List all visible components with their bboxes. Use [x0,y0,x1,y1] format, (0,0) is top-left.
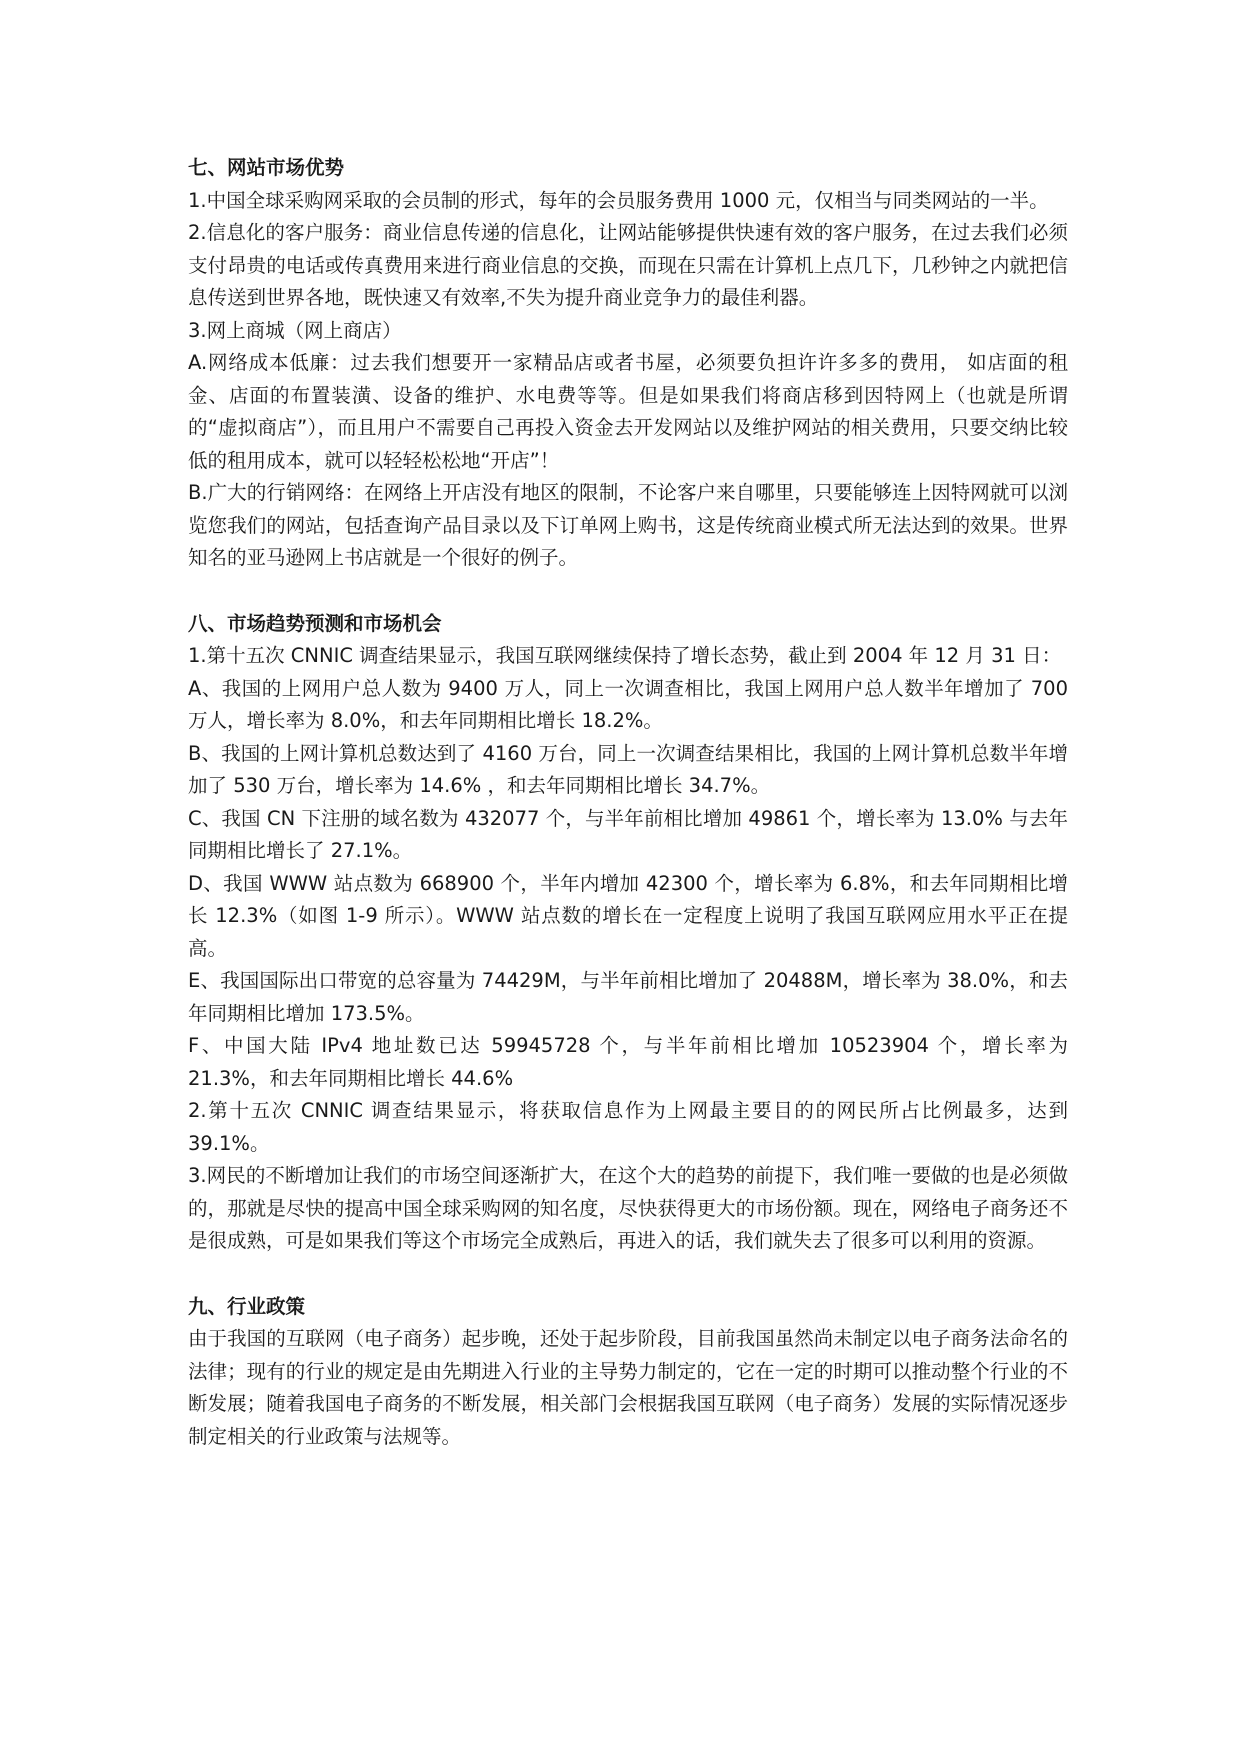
paragraph: A、我国的上网用户总人数为 9400 万人，同上一次调查相比，我国上网用户总人数半年增加了 700 万人，增长率为 8.0%，和去年同期相比增长 18.2%。 [188,676,1068,732]
section-heading: 九、行业政策 [188,1294,306,1318]
paragraph: 2.第十五次 CNNIC 调查结果显示，将获取信息作为上网最主要目的的网民所占比例最多，达到 39.1%。 [188,1099,1068,1155]
section-heading: 八、市场趋势预测和市场机会 [188,611,442,635]
paragraph: 1.中国全球采购网采取的会员制的形式，每年的会员服务费用 1000 元，仅相当与同类网站的一半。 [188,188,1049,212]
paragraph: C、我国 CN 下注册的域名数为 432077 个，与半年前相比增加 49861 个，增长率为 13.0% 与去年同期相比增长了 27.1%。 [188,806,1068,862]
section-heading: 七、网站市场优势 [188,156,345,179]
paragraph: A.网络成本低廉：过去我们想要开一家精品店或者书屋，必须要负担许许多多的费用， 如店面的租金、店面的布置装潢、设备的维护、水电费等等。但是如果我们将商店移到因特网上（也就是所谓的“虚拟商店”），而且用户不需要自己再投入资金去开发网站以及维护网站的相关费用，只要交纳比较低的租用成本，就可以轻轻松松地“开店”！ [188,351,1068,472]
document-page [188,152,1068,1453]
paragraph: B、我国的上网计算机总数达到了 4160 万台，同上一次调查结果相比，我国的上网计算机总数半年增加了 530 万台，增长率为 14.6% ，和去年同期相比增长 34.7%。 [188,741,1068,797]
paragraph: B.广大的行销网络：在网络上开店没有地区的限制，不论客户来自哪里，只要能够连上因特网就可以浏览您我们的网站，包括查询产品目录以及下订单网上购书，这是传统商业模式所无法达到的效果。世界知名的亚马逊网上书店就是一个很好的例子。 [188,481,1068,569]
section-industry-policy [188,1291,1068,1454]
paragraph: 1.第十五次 CNNIC 调查结果显示，我国互联网继续保持了增长态势，截止到 2004 年 12 月 31 日： [188,644,1062,667]
section-market-trends [188,608,1068,1258]
paragraph: 3.网民的不断增加让我们的市场空间逐渐扩大，在这个大的趋势的前提下，我们唯一要做的也是必须做的，那就是尽快的提高中国全球采购网的知名度，尽快获得更大的市场份额。现在，网络电子商务还不是很成熟，可是如果我们等这个市场完全成熟后，再进入的话，我们就失去了很多可以利用的资源。 [188,1164,1068,1252]
section-website-market-advantages [188,152,1068,575]
paragraph: E、我国国际出口带宽的总容量为 74429M，与半年前相比增加了 20488M，增长率为 38.0%，和去年同期相比增加 173.5%。 [188,969,1068,1025]
paragraph: D、我国 WWW 站点数为 668900 个，半年内增加 42300 个，增长率为 6.8%，和去年同期相比增长 12.3%（如图 1-9 所示）。WWW 站点数的增长在一定程度上说明了我国互联网应用水平正在提高。 [188,871,1068,960]
paragraph: F、中国大陆 IPv4 地址数已达 59945728 个，与半年前相比增加 10523904 个，增长率为 21.3%，和去年同期相比增长 44.6% [188,1034,1068,1090]
paragraph: 3.网上商城（网上商店） [188,318,402,342]
paragraph: 2.信息化的客户服务：商业信息传递的信息化，让网站能够提供快速有效的客户服务，在过去我们必须支付昂贵的电话或传真费用来进行商业信息的交换，而现在只需在计算机上点几下，几秒钟之内就把信息传送到世界各地，既快速又有效率,不失为提升商业竞争力的最佳利器。 [188,221,1068,309]
paragraph: 由于我国的互联网（电子商务）起步晚，还处于起步阶段，目前我国虽然尚未制定以电子商务法命名的法律；现有的行业的规定是由先期进入行业的主导势力制定的，它在一定的时期可以推动整个行业的不断发展；随着我国电子商务的不断发展，相关部门会根据我国互联网（电子商务）发展的实际情况逐步制定相关的行业政策与法规等。 [188,1327,1068,1448]
